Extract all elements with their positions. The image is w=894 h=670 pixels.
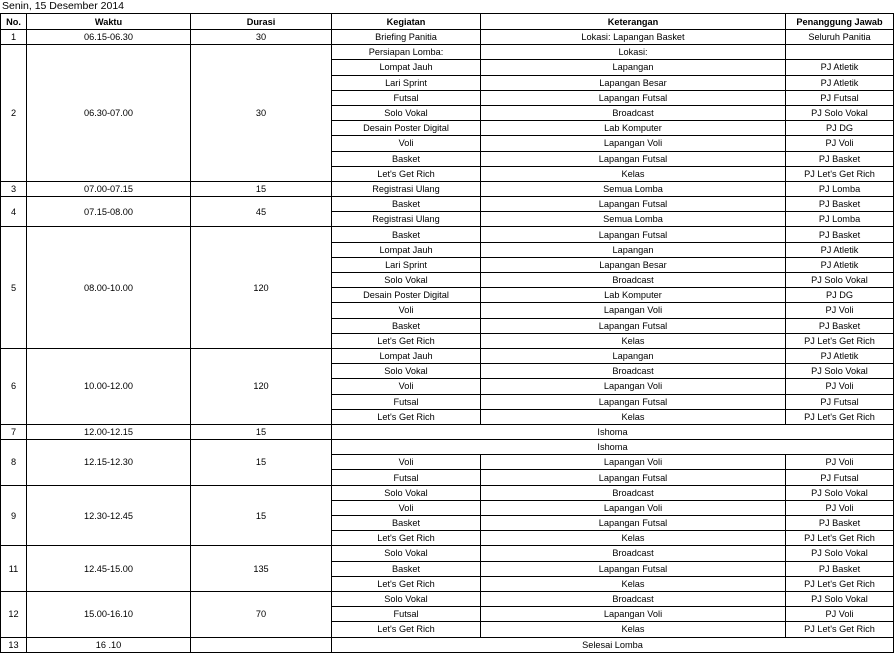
location-cell: Kelas — [481, 622, 786, 637]
row-duration: 30 — [191, 30, 332, 45]
activity-cell: Voli — [332, 303, 481, 318]
activity-cell: Solo Vokal — [332, 485, 481, 500]
table-row — [1, 424, 894, 439]
location-cell: Lapangan Futsal — [481, 470, 786, 485]
activity-cell: Futsal — [332, 90, 481, 105]
activity-cell: Futsal — [332, 394, 481, 409]
responsible-cell: PJ Basket — [786, 516, 894, 531]
row-time: 08.00-10.00 — [27, 227, 191, 349]
location-cell: Lapangan Futsal — [481, 394, 786, 409]
table-row — [1, 591, 894, 606]
row-duration: 70 — [191, 591, 332, 637]
row-number: 8 — [1, 440, 27, 486]
location-cell: Semua Lomba — [481, 212, 786, 227]
table-row — [1, 30, 894, 45]
row-duration: 15 — [191, 181, 332, 196]
responsible-cell: PJ Voli — [786, 607, 894, 622]
location-cell: Lapangan — [481, 60, 786, 75]
row-duration: 30 — [191, 45, 332, 182]
responsible-cell: PJ Voli — [786, 136, 894, 151]
location-cell: Lapangan Futsal — [481, 561, 786, 576]
table-row — [1, 348, 894, 363]
location-cell: Lapangan Besar — [481, 75, 786, 90]
responsible-cell — [786, 45, 894, 60]
row-time: 07.00-07.15 — [27, 181, 191, 196]
responsible-cell: PJ Let's Get Rich — [786, 166, 894, 181]
activity-cell: Basket — [332, 561, 481, 576]
row-time: 07.15-08.00 — [27, 197, 191, 227]
responsible-cell: PJ Lomba — [786, 181, 894, 196]
responsible-cell: PJ Futsal — [786, 394, 894, 409]
merged-activity: Ishoma — [332, 424, 894, 439]
location-cell: Lapangan Futsal — [481, 516, 786, 531]
responsible-cell: PJ Let's Get Rich — [786, 333, 894, 348]
location-cell: Lapangan Voli — [481, 379, 786, 394]
table-row — [1, 546, 894, 561]
activity-cell: Futsal — [332, 470, 481, 485]
location-cell: Lab Komputer — [481, 121, 786, 136]
activity-cell: Lompat Jauh — [332, 60, 481, 75]
merged-activity: Ishoma — [332, 440, 894, 455]
location-cell: Kelas — [481, 409, 786, 424]
responsible-cell: PJ Futsal — [786, 90, 894, 105]
activity-cell: Solo Vokal — [332, 364, 481, 379]
activity-cell: Desain Poster Digital — [332, 288, 481, 303]
location-cell: Lapangan Voli — [481, 303, 786, 318]
table-row — [1, 197, 894, 212]
responsible-cell: PJ Solo Vokal — [786, 546, 894, 561]
activity-cell: Solo Vokal — [332, 273, 481, 288]
activity-cell: Solo Vokal — [332, 591, 481, 606]
row-number: 13 — [1, 637, 27, 652]
row-duration: 135 — [191, 546, 332, 592]
activity-cell: Basket — [332, 516, 481, 531]
responsible-cell: PJ Atletik — [786, 75, 894, 90]
header-no: No. — [1, 14, 27, 30]
responsible-cell: Seluruh Panitia — [786, 30, 894, 45]
row-duration: 15 — [191, 440, 332, 486]
responsible-cell: PJ Voli — [786, 303, 894, 318]
location-cell: Lapangan Voli — [481, 136, 786, 151]
responsible-cell: PJ Futsal — [786, 470, 894, 485]
location-cell: Lapangan Futsal — [481, 151, 786, 166]
responsible-cell: PJ Basket — [786, 227, 894, 242]
row-number: 11 — [1, 546, 27, 592]
activity-cell: Briefing Panitia — [332, 30, 481, 45]
row-number: 7 — [1, 424, 27, 439]
location-cell: Lapangan Futsal — [481, 227, 786, 242]
row-number: 4 — [1, 197, 27, 227]
responsible-cell: PJ Basket — [786, 318, 894, 333]
activity-cell: Lompat Jauh — [332, 242, 481, 257]
activity-cell: Lari Sprint — [332, 75, 481, 90]
row-time: 12.45-15.00 — [27, 546, 191, 592]
row-number: 9 — [1, 485, 27, 546]
activity-cell: Basket — [332, 227, 481, 242]
responsible-cell: PJ Atletik — [786, 60, 894, 75]
responsible-cell: PJ Voli — [786, 500, 894, 515]
location-cell: Semua Lomba — [481, 181, 786, 196]
location-cell: Broadcast — [481, 273, 786, 288]
responsible-cell: PJ Let's Get Rich — [786, 622, 894, 637]
table-row — [1, 637, 894, 652]
header-kegiatan: Kegiatan — [332, 14, 481, 30]
activity-cell: Registrasi Ulang — [332, 212, 481, 227]
schedule-body — [1, 30, 894, 653]
responsible-cell: PJ DG — [786, 288, 894, 303]
activity-cell: Solo Vokal — [332, 105, 481, 120]
header-penanggung-jawab: Penanggung Jawab — [786, 14, 894, 30]
row-number: 6 — [1, 348, 27, 424]
location-cell: Broadcast — [481, 546, 786, 561]
location-cell: Lapangan Futsal — [481, 197, 786, 212]
activity-cell: Let's Get Rich — [332, 409, 481, 424]
row-number: 5 — [1, 227, 27, 349]
activity-cell: Voli — [332, 455, 481, 470]
responsible-cell: PJ Atletik — [786, 242, 894, 257]
responsible-cell: PJ Voli — [786, 455, 894, 470]
location-cell: Lapangan — [481, 242, 786, 257]
row-duration: 15 — [191, 424, 332, 439]
location-cell: Kelas — [481, 576, 786, 591]
location-cell: Lapangan Besar — [481, 257, 786, 272]
header-keterangan: Keterangan — [481, 14, 786, 30]
activity-cell: Registrasi Ulang — [332, 181, 481, 196]
schedule-table — [0, 13, 894, 653]
activity-cell: Basket — [332, 197, 481, 212]
table-row — [1, 485, 894, 500]
activity-cell: Voli — [332, 136, 481, 151]
location-cell: Kelas — [481, 333, 786, 348]
table-row — [1, 181, 894, 196]
responsible-cell: PJ Atletik — [786, 257, 894, 272]
responsible-cell: PJ Voli — [786, 379, 894, 394]
responsible-cell: PJ Basket — [786, 197, 894, 212]
responsible-cell: PJ Basket — [786, 151, 894, 166]
responsible-cell: PJ Solo Vokal — [786, 485, 894, 500]
row-time: 10.00-12.00 — [27, 348, 191, 424]
location-cell: Lapangan Futsal — [481, 318, 786, 333]
responsible-cell: PJ Let's Get Rich — [786, 576, 894, 591]
header-waktu: Waktu — [27, 14, 191, 30]
activity-cell: Lari Sprint — [332, 257, 481, 272]
row-time: 12.15-12.30 — [27, 440, 191, 486]
responsible-cell: PJ Let's Get Rich — [786, 409, 894, 424]
page-date: Senin, 15 Desember 2014 — [2, 0, 124, 12]
row-number: 12 — [1, 591, 27, 637]
row-time: 06.15-06.30 — [27, 30, 191, 45]
location-cell: Lokasi: Lapangan Basket — [481, 30, 786, 45]
merged-activity: Selesai Lomba — [332, 637, 894, 652]
responsible-cell: PJ Solo Vokal — [786, 273, 894, 288]
activity-cell: Let's Get Rich — [332, 166, 481, 181]
row-time: 16 .10 — [27, 637, 191, 652]
responsible-cell: PJ Solo Vokal — [786, 364, 894, 379]
activity-cell: Lompat Jauh — [332, 348, 481, 363]
location-cell: Lapangan Futsal — [481, 90, 786, 105]
activity-cell: Let's Get Rich — [332, 622, 481, 637]
row-duration — [191, 637, 332, 652]
location-cell: Lapangan Voli — [481, 455, 786, 470]
table-row — [1, 440, 894, 455]
activity-cell: Solo Vokal — [332, 546, 481, 561]
location-cell: Broadcast — [481, 591, 786, 606]
activity-cell: Persiapan Lomba: — [332, 45, 481, 60]
activity-cell: Desain Poster Digital — [332, 121, 481, 136]
row-time: 06.30-07.00 — [27, 45, 191, 182]
row-duration: 120 — [191, 348, 332, 424]
table-row — [1, 45, 894, 60]
activity-cell: Voli — [332, 379, 481, 394]
responsible-cell: PJ Lomba — [786, 212, 894, 227]
location-cell: Lapangan — [481, 348, 786, 363]
responsible-cell: PJ Solo Vokal — [786, 591, 894, 606]
location-cell: Broadcast — [481, 485, 786, 500]
location-cell: Lapangan Voli — [481, 607, 786, 622]
location-cell: Kelas — [481, 531, 786, 546]
row-time: 12.00-12.15 — [27, 424, 191, 439]
row-number: 3 — [1, 181, 27, 196]
responsible-cell: PJ DG — [786, 121, 894, 136]
responsible-cell: PJ Basket — [786, 561, 894, 576]
responsible-cell: PJ Solo Vokal — [786, 105, 894, 120]
location-cell: Kelas — [481, 166, 786, 181]
location-cell: Lab Komputer — [481, 288, 786, 303]
location-cell: Broadcast — [481, 105, 786, 120]
row-duration: 45 — [191, 197, 332, 227]
activity-cell: Basket — [332, 318, 481, 333]
location-cell: Lokasi: — [481, 45, 786, 60]
header-durasi: Durasi — [191, 14, 332, 30]
responsible-cell: PJ Let's Get Rich — [786, 531, 894, 546]
activity-cell: Basket — [332, 151, 481, 166]
row-duration: 120 — [191, 227, 332, 349]
location-cell: Lapangan Voli — [481, 500, 786, 515]
header-row — [1, 14, 894, 30]
responsible-cell: PJ Atletik — [786, 348, 894, 363]
row-time: 12.30-12.45 — [27, 485, 191, 546]
location-cell: Broadcast — [481, 364, 786, 379]
row-number: 2 — [1, 45, 27, 182]
activity-cell: Let's Get Rich — [332, 531, 481, 546]
activity-cell: Voli — [332, 500, 481, 515]
activity-cell: Let's Get Rich — [332, 333, 481, 348]
row-time: 15.00-16.10 — [27, 591, 191, 637]
activity-cell: Futsal — [332, 607, 481, 622]
table-row — [1, 227, 894, 242]
row-duration: 15 — [191, 485, 332, 546]
activity-cell: Let's Get Rich — [332, 576, 481, 591]
row-number: 1 — [1, 30, 27, 45]
